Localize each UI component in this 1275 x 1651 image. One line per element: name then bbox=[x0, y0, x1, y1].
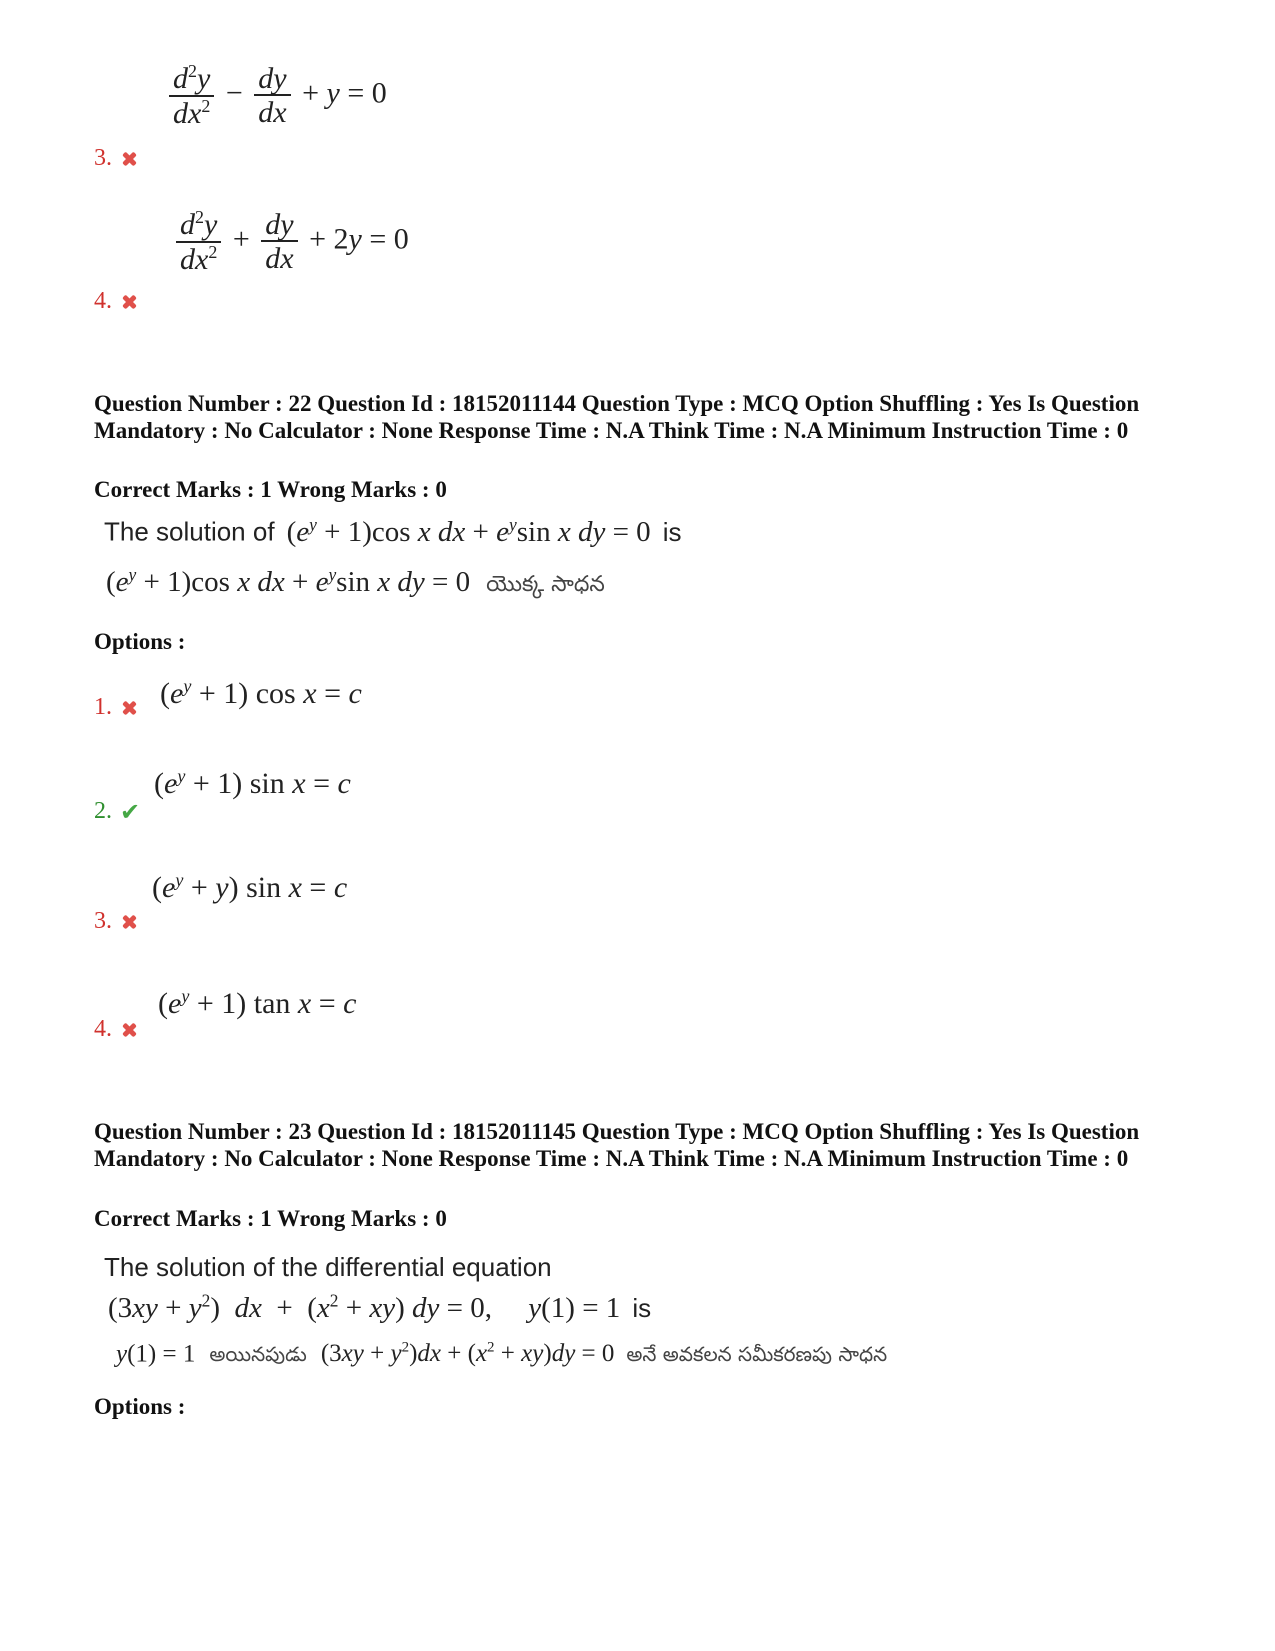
cross-icon bbox=[120, 293, 138, 311]
option-number: 3. bbox=[94, 908, 112, 934]
q22-option-1-equation: $(e^y + 1)$ cos x = c bbox=[160, 676, 362, 710]
check-icon: ✔ bbox=[120, 797, 141, 826]
telugu-tail: అనే అవకలన సమీకరణపు సాధన bbox=[626, 1342, 888, 1367]
q23-marks: Correct Marks : 1 Wrong Marks : 0 bbox=[94, 1206, 447, 1231]
cross-icon bbox=[120, 699, 138, 717]
prev-option-3-equation: $\frac{d^2y}{dx^2}$ − $\frac{dy}{dx}$ + y = 0 bbox=[165, 62, 387, 130]
q22-prompt-english: The solution of $(e^y + 1)\cos$ x dx + $e^y\sin$ x dy = 0 is bbox=[104, 514, 682, 548]
q22-option-4[interactable] bbox=[94, 1016, 138, 1043]
option-number: 3. bbox=[94, 145, 112, 171]
q22-option-2[interactable] bbox=[94, 798, 140, 825]
telugu-suffix: యొక్క సాధన bbox=[486, 571, 605, 597]
q22-option-4-equation: $(e^y + 1)$ tan x = c bbox=[158, 986, 357, 1020]
telugu-word: అయినపుడు bbox=[209, 1342, 307, 1367]
cross-icon bbox=[120, 1021, 138, 1039]
cross-icon bbox=[120, 913, 138, 931]
q22-marks: Correct Marks : 1 Wrong Marks : 0 bbox=[94, 477, 447, 502]
q22-option-1[interactable] bbox=[94, 694, 138, 721]
prev-option-4-equation: $\frac{d^2y}{dx^2}$ + $\frac{dy}{dx}$ + 2y = 0 bbox=[172, 208, 409, 276]
q22-option-3[interactable] bbox=[94, 908, 138, 935]
q22-options-label: Options : bbox=[94, 629, 186, 654]
cross-icon bbox=[120, 150, 138, 168]
q23-prompt-telugu: y(1) = 1 అయినపుడు $(3xy + y^2)dx + (x^2 + xy)dy = 0$ అనే అవకలన సమీకరణపు సాధన bbox=[116, 1340, 888, 1368]
option-number: 1. bbox=[94, 694, 112, 720]
q22-option-3-equation: $(e^y + y)$ sin x = c bbox=[152, 870, 348, 904]
prompt-suffix: is bbox=[632, 1292, 652, 1323]
q22-prompt-telugu: $(e^y + 1)\cos$ x dx + $e^y\sin$ x dy = 0 యొక్క సాధన bbox=[106, 564, 605, 598]
prev-option-4[interactable] bbox=[94, 288, 138, 315]
prompt-text: The solution of bbox=[104, 516, 275, 547]
q23-prompt-line1: The solution of the differential equation bbox=[104, 1252, 552, 1282]
option-number: 2. bbox=[94, 798, 112, 824]
prompt-suffix: is bbox=[662, 516, 682, 547]
option-number: 4. bbox=[94, 1016, 112, 1042]
q22-option-2-equation: $(e^y + 1)$ sin x = c bbox=[154, 766, 351, 800]
q23-prompt-line2: $(3xy + y^2)$ dx + $(x^2 + xy)$ dy = 0, y(1) = 1 is bbox=[108, 1290, 652, 1324]
q23-options-label: Options : bbox=[94, 1394, 186, 1419]
q22-meta: Question Number : 22 Question Id : 18152011144 Question Type : MCQ Option Shuffling : Yes Is Question Mandatory : No Calculator : None Response Time : N.A Think Time : N.A Minimum Instruction Time : 0 bbox=[94, 391, 1140, 443]
q23-meta: Question Number : 23 Question Id : 18152011145 Question Type : MCQ Option Shuffling : Yes Is Question Mandatory : No Calculator : None Response Time : N.A Think Time : N.A Minimum Instruction Time : 0 bbox=[94, 1119, 1140, 1171]
prev-option-3[interactable] bbox=[94, 145, 138, 172]
option-number: 4. bbox=[94, 288, 112, 314]
